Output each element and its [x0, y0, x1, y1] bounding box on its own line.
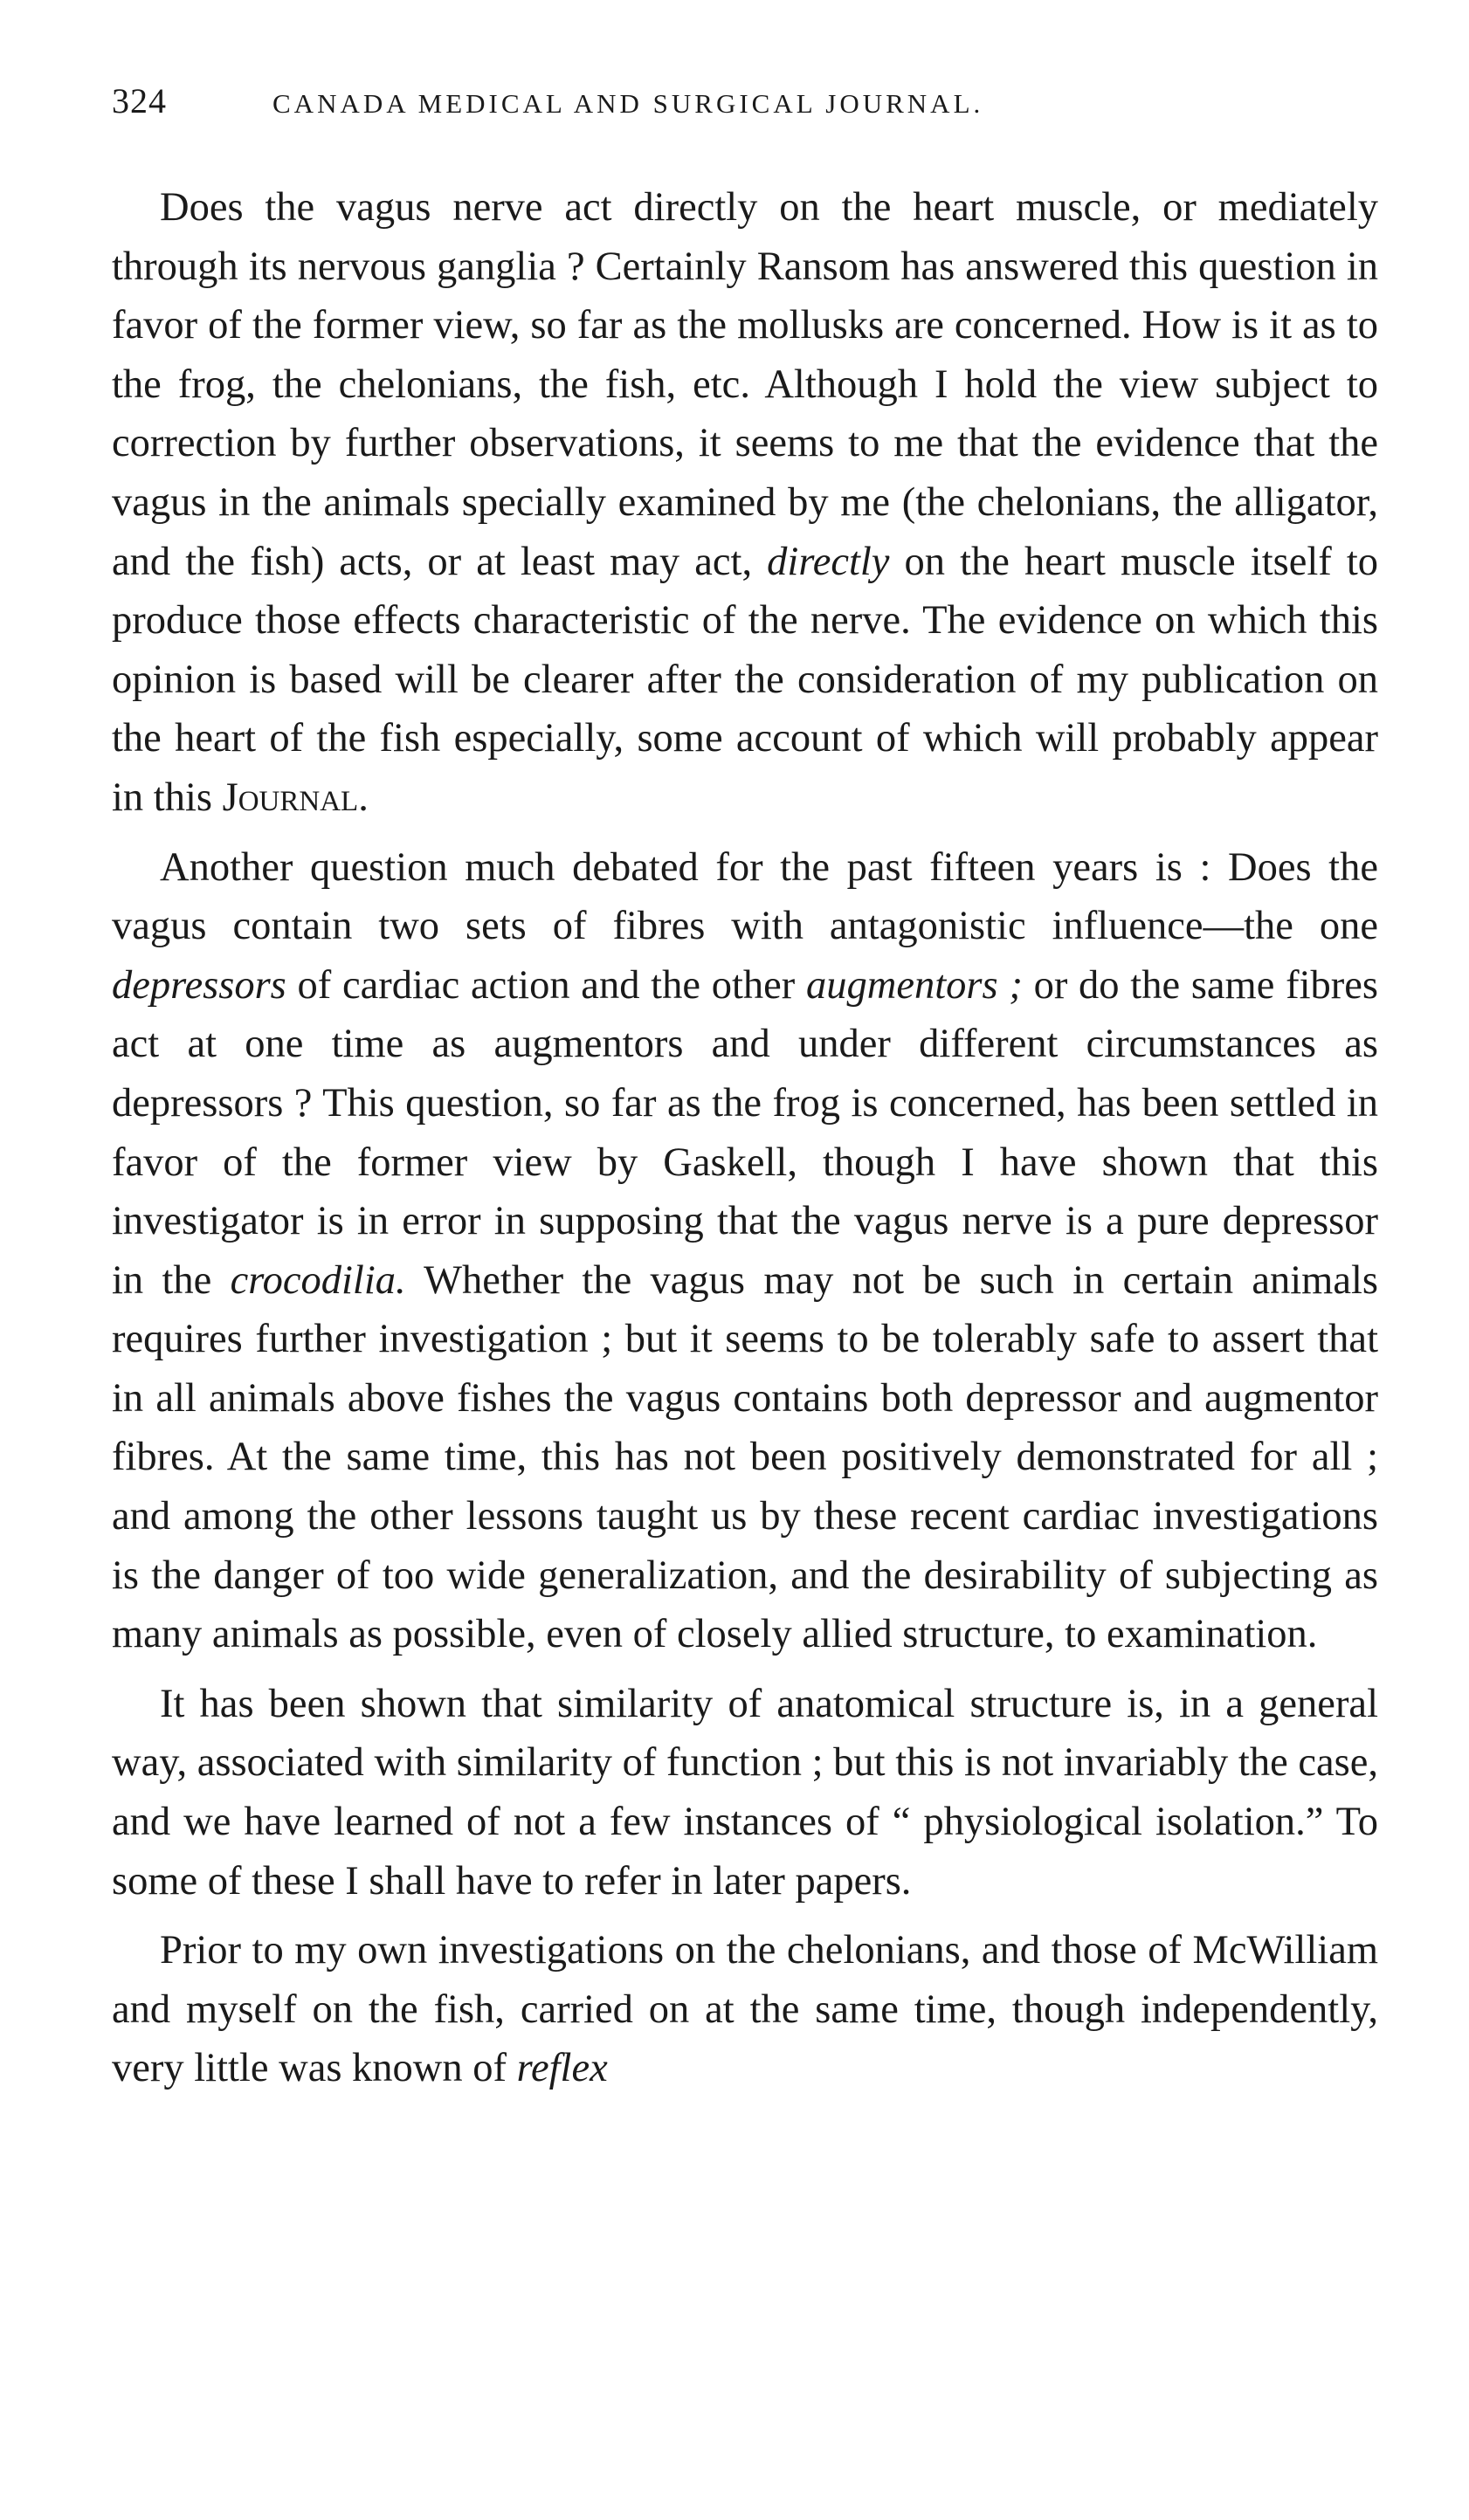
- document-page: [112, 80, 1378, 2109]
- emphasis-reflex: reflex: [516, 2046, 608, 2091]
- journal-reference: Journal.: [222, 775, 369, 820]
- emphasis-crocodilia: crocodilia.: [230, 1257, 406, 1303]
- emphasis-augmentors: augmentors ;: [806, 962, 1023, 1008]
- text-segment: on the heart muscle itself to produce those effects characteristic of the nerve. The evidence on which this opinion is based will be clearer after the consideration of my publication on the heart of the fish especially, some account of which will probably appear in this: [112, 539, 1378, 820]
- text-segment: Does the vagus nerve act directly on the heart muscle, or mediately through its nervous ganglia ? Certainly Ransom has answered this question in favor of the former view, so far as the mollusks are concerned. How is it as to the frog, the chelonians, the fish, etc. Although I hold the view subject to correction by further observations, it seems to me that the evidence that the vagus in the animals specially examined by me (the chelonians, the alligator, and the fish) acts, or at least may act,: [112, 185, 1378, 584]
- paragraph-1: [112, 178, 1378, 828]
- body-text: [112, 178, 1378, 2098]
- text-segment: Prior to my own investigations on the chelonians, and those of McWilliam and myself on the fish, carried on at the same time, though independently, very little was known of: [112, 1928, 1378, 2091]
- text-segment: of cardiac action and the other: [286, 962, 807, 1008]
- journal-title: CANADA MEDICAL AND SURGICAL JOURNAL.: [272, 88, 984, 119]
- running-head: [112, 80, 1378, 133]
- page-number: 324: [112, 81, 167, 120]
- paragraph-3: [112, 1675, 1378, 1911]
- text-segment: Whether the vagus may not be such in certain animals requires further investigation ; but it seems to be tolerably safe to assert that in all animals above fishes the vagus contains both depressor and augmentor fibres. At the same time, this has not been positively demonstrated for all ; and among the other lessons taught us by these recent cardiac investigations is the danger of too wide generalization, and the desirability of subjecting as many animals as possible, even of closely allied structure, to examination.: [112, 1257, 1378, 1657]
- text-segment: Another question much debated for the past fifteen years is : Does the vagus contain two sets of fibres with antagonistic influence—the one: [112, 844, 1378, 949]
- paragraph-2: [112, 838, 1378, 1664]
- emphasis-directly: directly: [767, 539, 890, 584]
- text-segment: or do the same fibres act at one time as augmentors and under different circumstances as depressors ? This question, so far as the frog is concerned, has been settled in favor of the former view by Gaskell, though I have shown that this investigator is in error in supposing that the vagus nerve is a pure depressor in the: [112, 962, 1378, 1303]
- paragraph-4: [112, 1921, 1378, 2098]
- emphasis-depressors: depressors: [112, 962, 286, 1008]
- text-segment: It has been shown that similarity of anatomical structure is, in a general way, associated with similarity of function ; but this is not invariably the case, and we have learned of not a few instances of “ physiological isolation.” To some of these I shall have to refer in later papers.: [112, 1681, 1378, 1904]
